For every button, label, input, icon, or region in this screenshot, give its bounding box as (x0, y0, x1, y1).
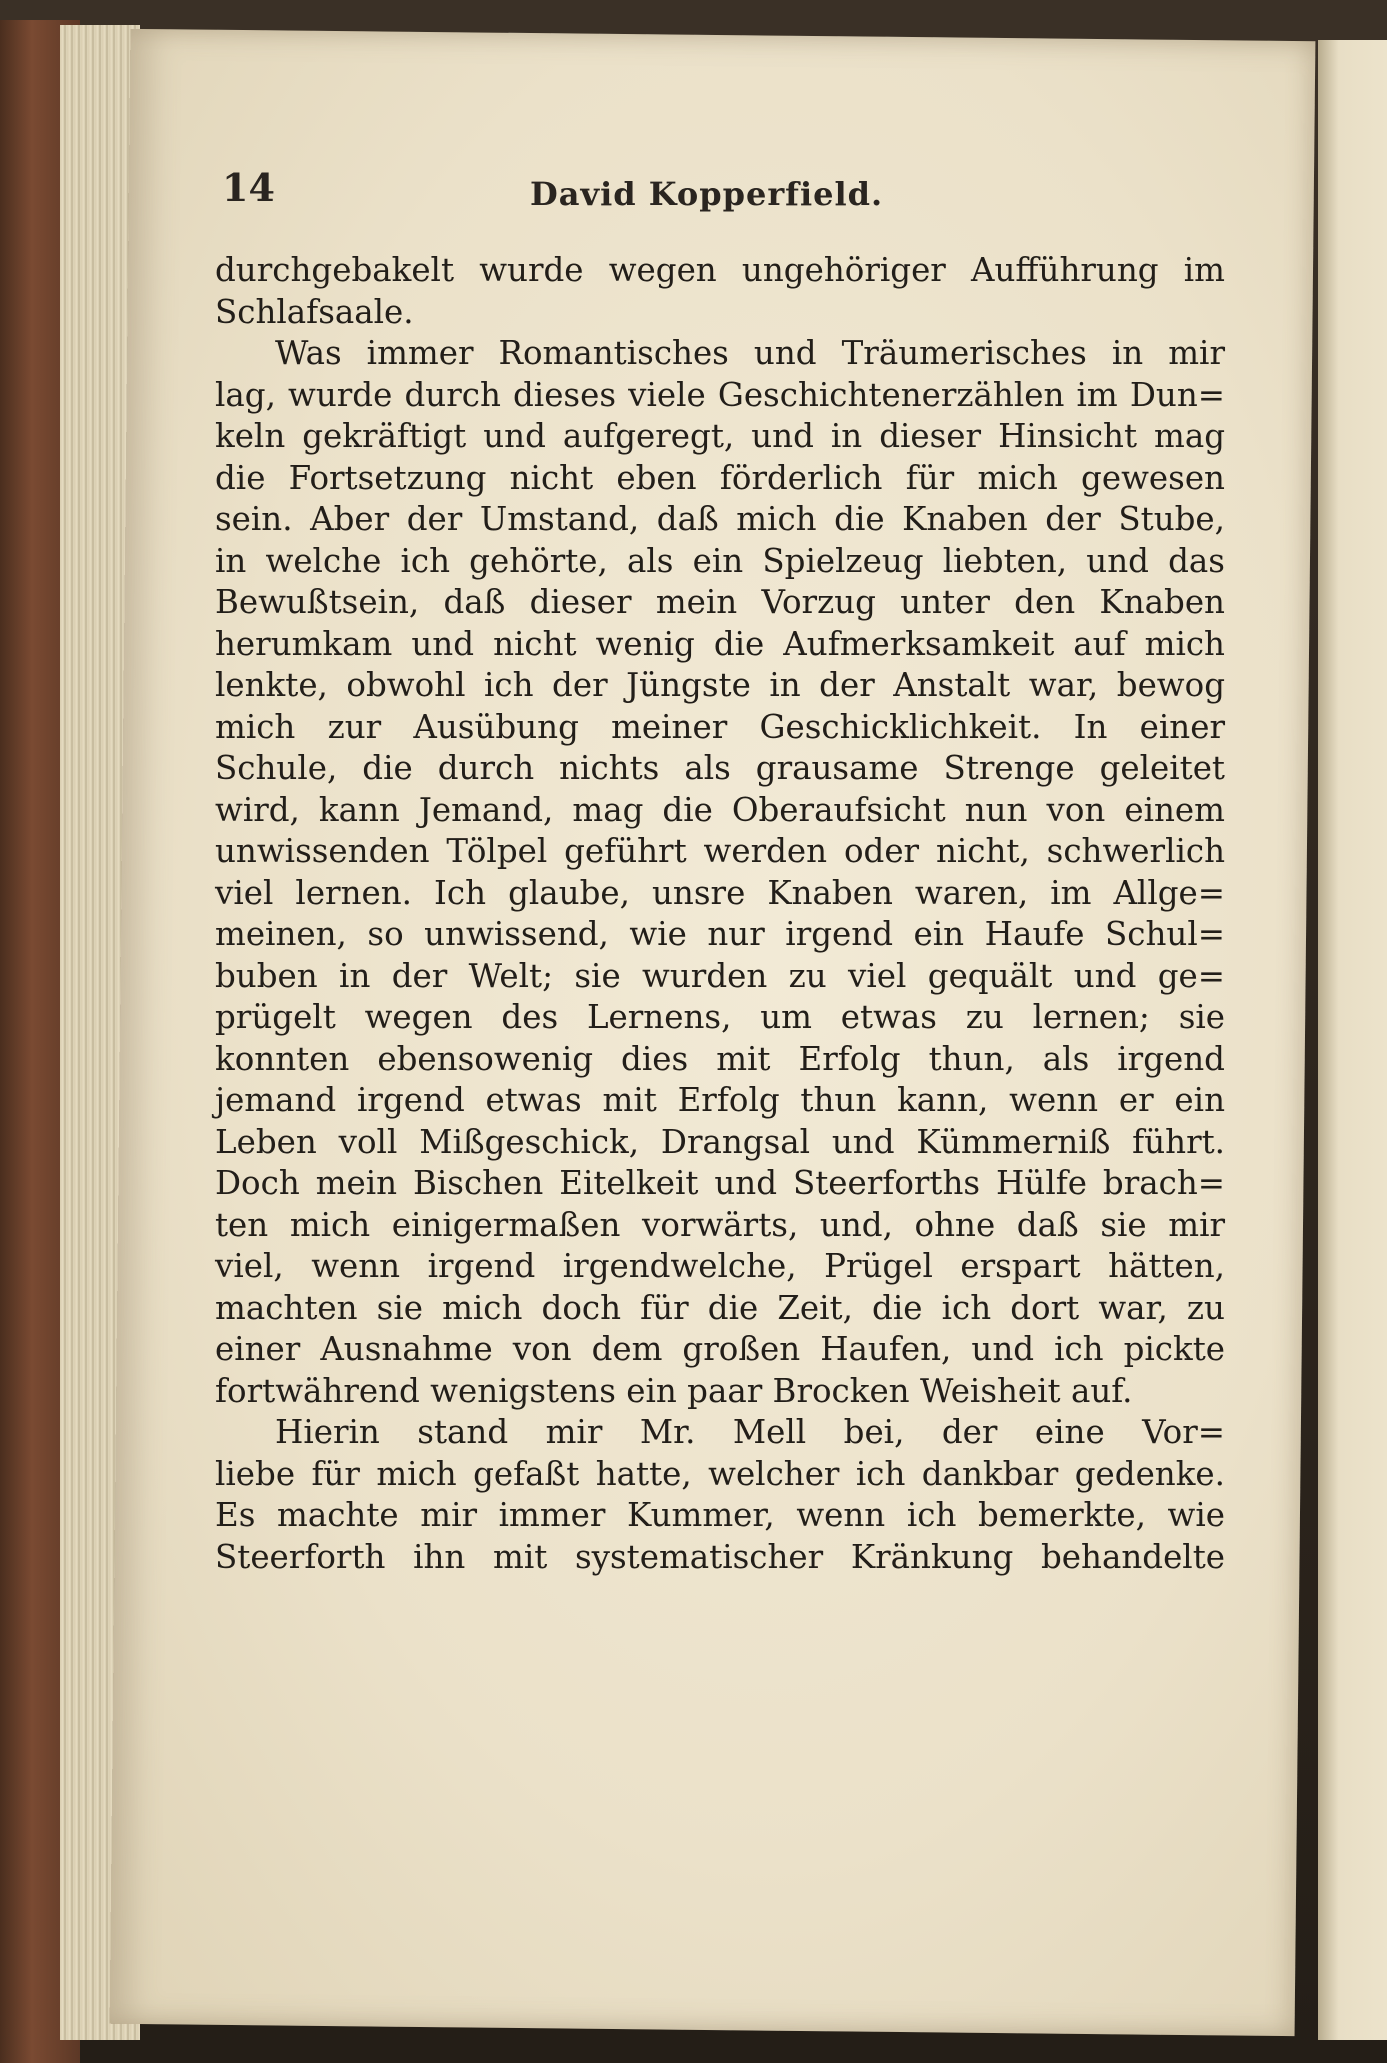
text-line: mich zur Ausübung meiner Geschicklichkeit. In einer (215, 707, 1225, 746)
text-line: Hierin stand mir Mr. Mell bei, der eine Vor= (275, 1413, 1225, 1451)
text-line: Leben voll Mißgeschick, Drangsal und Kümmerniß führt. (215, 1122, 1225, 1161)
text-line: meinen, so unwissend, wie nur irgend ein Haufe Schul= (215, 915, 1225, 953)
text-line: Es machte mir immer Kummer, wenn ich bemerkte, wie (215, 1496, 1225, 1534)
page-number: 14 (222, 165, 275, 210)
text-line: Schlafsaale. (215, 292, 414, 331)
text-line: viel, wenn irgend irgendwelche, Prügel erspart hätten, (215, 1247, 1225, 1285)
text-line: Schule, die durch nichts als grausame Strenge geleitet (215, 749, 1225, 787)
text-line: Doch mein Bischen Eitelkeit und Steerforths Hülfe brach= (215, 1164, 1225, 1202)
text-line: liebe für mich gefaßt hatte, welcher ich dankbar gedenke. (215, 1454, 1225, 1493)
paragraph-1 (215, 250, 1225, 333)
text-line: ten mich einigermaßen vorwärts, und, ohne daß sie mir (215, 1205, 1225, 1244)
text-line: jemand irgend etwas mit Erfolg thun kann, wenn er ein (215, 1081, 1225, 1119)
text-line: fortwährend wenigstens ein paar Brocken Weisheit auf. (215, 1371, 1133, 1410)
text-line: machten sie mich doch für die Zeit, die ich dort war, zu (215, 1288, 1225, 1327)
facing-page-edge (1318, 40, 1387, 2040)
text-line: herumkam und nicht wenig die Aufmerksamkeit auf mich (215, 624, 1225, 663)
text-line: keln gekräftigt und aufgeregt, und in dieser Hinsicht mag (215, 417, 1225, 455)
text-line: sein. Aber der Umstand, daß mich die Knaben der Stube, (215, 500, 1225, 538)
text-line: in welche ich gehörte, als ein Spielzeug liebten, und das (215, 541, 1225, 580)
text-line: einer Ausnahme von dem großen Haufen, und ich pickte (215, 1330, 1225, 1368)
text-line: lag, wurde durch dieses viele Geschichtenerzählen im Dun= (215, 375, 1225, 414)
paragraph-2 (215, 333, 1225, 1412)
text-line: Was immer Romantisches und Träumerisches in mir (275, 334, 1225, 372)
text-line: wird, kann Jemand, mag die Oberaufsicht nun von einem (215, 790, 1225, 829)
text-line: die Fortsetzung nicht eben förderlich für mich gewesen (215, 458, 1225, 497)
text-line: Bewußtsein, daß dieser mein Vorzug unter den Knaben (215, 583, 1225, 621)
running-title: David Kopperfield. (530, 175, 884, 213)
text-line: unwissenden Tölpel geführt werden oder nicht, schwerlich (215, 832, 1225, 870)
text-line: konnten ebensowenig dies mit Erfolg thun, als irgend (215, 1039, 1225, 1078)
text-line: buben in der Welt; sie wurden zu viel gequält und ge= (215, 956, 1225, 995)
text-line: lenkte, obwohl ich der Jüngste in der Anstalt war, bewog (215, 666, 1225, 704)
text-line: viel lernen. Ich glaube, unsre Knaben waren, im Allge= (215, 873, 1225, 912)
text-line: durchgebakelt wurde wegen ungehöriger Aufführung im (215, 251, 1225, 289)
paragraph-3 (215, 1412, 1225, 1578)
text-line: Steerforth ihn mit systematischer Kränkung behandelte (215, 1537, 1225, 1576)
text-line: prügelt wegen des Lernens, um etwas zu lernen; sie (215, 998, 1225, 1036)
body-text (215, 250, 1225, 1578)
